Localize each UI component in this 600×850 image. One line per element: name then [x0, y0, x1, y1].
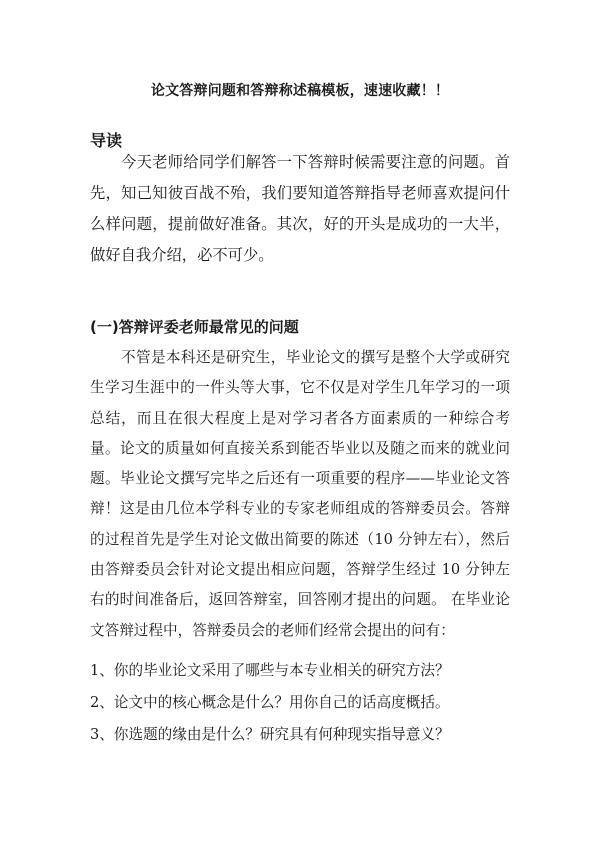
question-item-1: 1、你的毕业论文采用了哪些与本专业相关的研究方法？ — [90, 662, 450, 679]
question-list — [90, 655, 520, 751]
section-heading: (一)答辩评委老师最常见的问题 — [90, 318, 299, 336]
document-title: 论文答辩问题和答辩称述稿模板，速速收藏！！ — [150, 83, 450, 99]
question-item-3: 3、你选题的缘由是什么？研究具有何种现实指导意义？ — [90, 726, 450, 743]
section-paragraph: 不管是本科还是研究生，毕业论文的撰写是整个大学或研究生学习生涯中的一件头等大事，它不仅是对学生几年学习的一项总结，而且在很大程度上是对学习者各方面素质的一种综合考量。论文的质量如何直接关系到能否毕业以及随之而来的就业问题。毕业论文撰写完毕之后还有一项重要的程序——毕业论文答辩！这是由几位本学科专业的专家老师组成的答辩委员会。答辩的过程首先是学生对论文做出简要的陈述（10 分钟左右），然后由答辩委员会针对论文提出相应问题，答辩学生经过 10 分钟左右的时间准备后，返回答辩室，回答刚才提出的问题。 在毕业论文答辩过程中，答辩委员会的老师们经常会提出的问有： — [90, 349, 510, 639]
intro-paragraph: 今天老师给同学们解答一下答辩时候需要注意的问题。首先，知己知彼百战不殆，我们要知道答辩指导老师喜欢提问什么样问题，提前做好准备。其次，好的开头是成功的一大半，做好自我介绍，必不可少。 — [90, 153, 510, 264]
question-item-2: 2、论文中的核心概念是什么？用你自己的话高度概括。 — [90, 694, 450, 711]
intro-heading: 导读 — [90, 131, 123, 150]
